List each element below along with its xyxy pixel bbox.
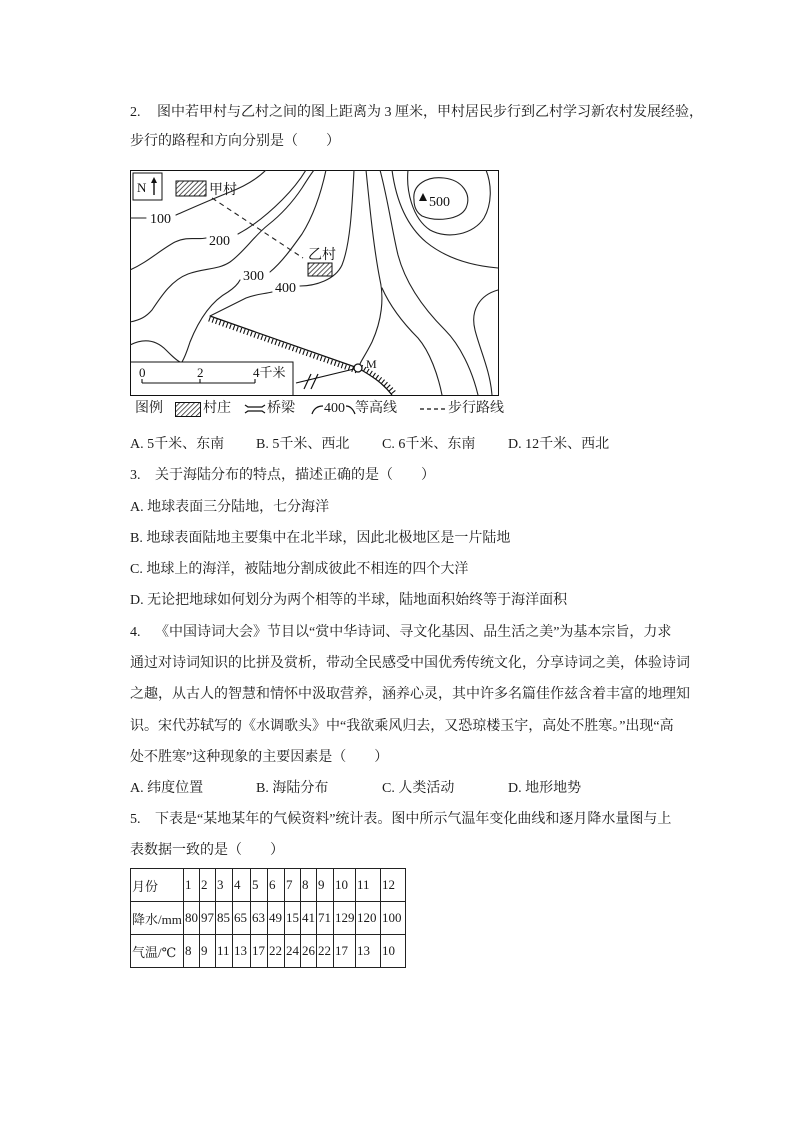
table-cell: 80 [184, 902, 200, 935]
option-d: D. 无论把地球如何划分为两个相等的半球，陆地面积始终等于海洋面积 [130, 593, 568, 608]
table-cell: 26 [301, 935, 317, 968]
contour-label: 100 [150, 212, 171, 227]
option-a: A. 5千米、东南 [130, 437, 225, 452]
table-cell: 129 [334, 902, 356, 935]
table-cell: 49 [268, 902, 285, 935]
legend-title: 图例 [135, 401, 163, 416]
contour-map [130, 170, 499, 396]
table-cell: 97 [200, 902, 216, 935]
climate-table [130, 868, 406, 968]
option-b: B. 5千米、西北 [256, 437, 350, 452]
table-cell: 10 [334, 869, 356, 902]
table-cell: 5 [251, 869, 268, 902]
table-cell: 120 [356, 902, 381, 935]
question-stem-line: 之趣，从古人的智慧和情怀中汲取营养，涵养心灵，其中许多名篇佳作兹含着丰富的地理知 [130, 687, 690, 702]
table-cell: 22 [317, 935, 334, 968]
legend-village-label: 村庄 [203, 401, 231, 416]
table-cell: 13 [233, 935, 251, 968]
scale-label: 0 [139, 365, 146, 380]
legend-bridge-label: 桥梁 [267, 401, 295, 416]
table-cell: 12 [381, 869, 406, 902]
table-row [131, 935, 406, 968]
question-stem-line: 处不胜寒”这种现象的主要因素是（ ） [130, 750, 389, 765]
peak-label: 500 [429, 195, 450, 210]
table-cell: 9 [317, 869, 334, 902]
point-m-marker [354, 364, 362, 372]
question-stem-line: 图中若甲村与乙村之间的图上距离为 3 厘米，甲村居民步行到乙村学习新农村发展经验， [157, 105, 703, 120]
question-number: 2. [130, 105, 141, 120]
option-c: C. 人类活动 [382, 781, 455, 796]
legend-contour-value: 400 [324, 401, 345, 416]
village-a-label: 甲村 [209, 183, 237, 198]
table-cell: 85 [216, 902, 233, 935]
table-cell: 71 [317, 902, 334, 935]
option-d: D. 地形地势 [508, 781, 582, 796]
contour-label: 400 [275, 281, 296, 296]
question-stem-line: 识。宋代苏轼写的《水调歌头》中“我欲乘风归去，又恐琼楼玉宇，高处不胜寒。”出现“高 [130, 719, 674, 734]
legend-contour-label: 等高线 [355, 401, 397, 416]
contour-line-icon [311, 402, 323, 416]
question-stem-line: 《中国诗词大会》节目以“赏中华诗词、寻文化基因、品生活之美”为基本宗旨，力求 [155, 625, 672, 640]
table-cell: 7 [285, 869, 301, 902]
village-hatch-icon [175, 402, 201, 417]
route-dash-icon [420, 403, 446, 415]
table-cell: 10 [381, 935, 406, 968]
option-b: B. 海陆分布 [256, 781, 329, 796]
table-cell: 100 [381, 902, 406, 935]
table-cell: 9 [200, 935, 216, 968]
table-cell: 4 [233, 869, 251, 902]
option-d: D. 12千米、西北 [508, 437, 610, 452]
question-number: 3. [130, 468, 141, 483]
table-cell: 15 [285, 902, 301, 935]
table-cell: 11 [356, 869, 381, 902]
scale-label: 4千米 [253, 365, 286, 380]
question-stem-line: 步行的路程和方向分别是（ ） [130, 134, 340, 149]
table-cell: 22 [268, 935, 285, 968]
option-a: A. 地球表面三分陆地，七分海洋 [130, 500, 330, 515]
question-stem-line: 通过对诗词知识的比拼及赏析，带动全民感受中国优秀传统文化，分享诗词之美，体验诗词 [130, 656, 690, 671]
table-cell: 3 [216, 869, 233, 902]
table-cell: 11 [216, 935, 233, 968]
scale-label: 2 [197, 365, 204, 380]
table-cell: 1 [184, 869, 200, 902]
table-row [131, 869, 406, 902]
contour-label: 300 [243, 269, 264, 284]
table-row [131, 902, 406, 935]
bridge-icon [244, 403, 266, 415]
table-cell: 41 [301, 902, 317, 935]
point-m-label: M [366, 357, 377, 371]
row-header: 气温/℃ [131, 935, 184, 968]
table-cell: 8 [184, 935, 200, 968]
row-header: 降水/mm [131, 902, 184, 935]
north-label: N [137, 180, 147, 195]
village-b-hatch-icon [308, 263, 332, 276]
village-a-hatch-icon [176, 181, 206, 196]
question-stem-line: 关于海陆分布的特点，描述正确的是（ ） [155, 468, 435, 483]
question-number: 4. [130, 625, 141, 640]
table-cell: 2 [200, 869, 216, 902]
question-stem-line: 表数据一致的是（ ） [130, 843, 284, 858]
table-cell: 17 [334, 935, 356, 968]
north-indicator [133, 173, 162, 200]
legend-route-label: 步行路线 [448, 401, 504, 416]
table-cell: 8 [301, 869, 317, 902]
table-cell: 63 [251, 902, 268, 935]
option-c: C. 地球上的海洋，被陆地分割成彼此不相连的四个大洋 [130, 562, 469, 577]
table-cell: 17 [251, 935, 268, 968]
option-b: B. 地球表面陆地主要集中在北半球，因此北极地区是一片陆地 [130, 531, 511, 546]
village-b-label: 乙村 [308, 248, 336, 263]
question-number: 5. [130, 812, 141, 827]
question-stem-line: 下表是“某地某年的气候资料”统计表。图中所示气温年变化曲线和逐月降水量图与上 [155, 812, 672, 827]
option-a: A. 纬度位置 [130, 781, 204, 796]
option-c: C. 6千米、东南 [382, 437, 476, 452]
table-cell: 65 [233, 902, 251, 935]
row-header: 月份 [131, 869, 184, 902]
table-cell: 6 [268, 869, 285, 902]
table-cell: 13 [356, 935, 381, 968]
contour-label: 200 [209, 234, 230, 249]
scale-bar [130, 362, 293, 395]
table-cell: 24 [285, 935, 301, 968]
